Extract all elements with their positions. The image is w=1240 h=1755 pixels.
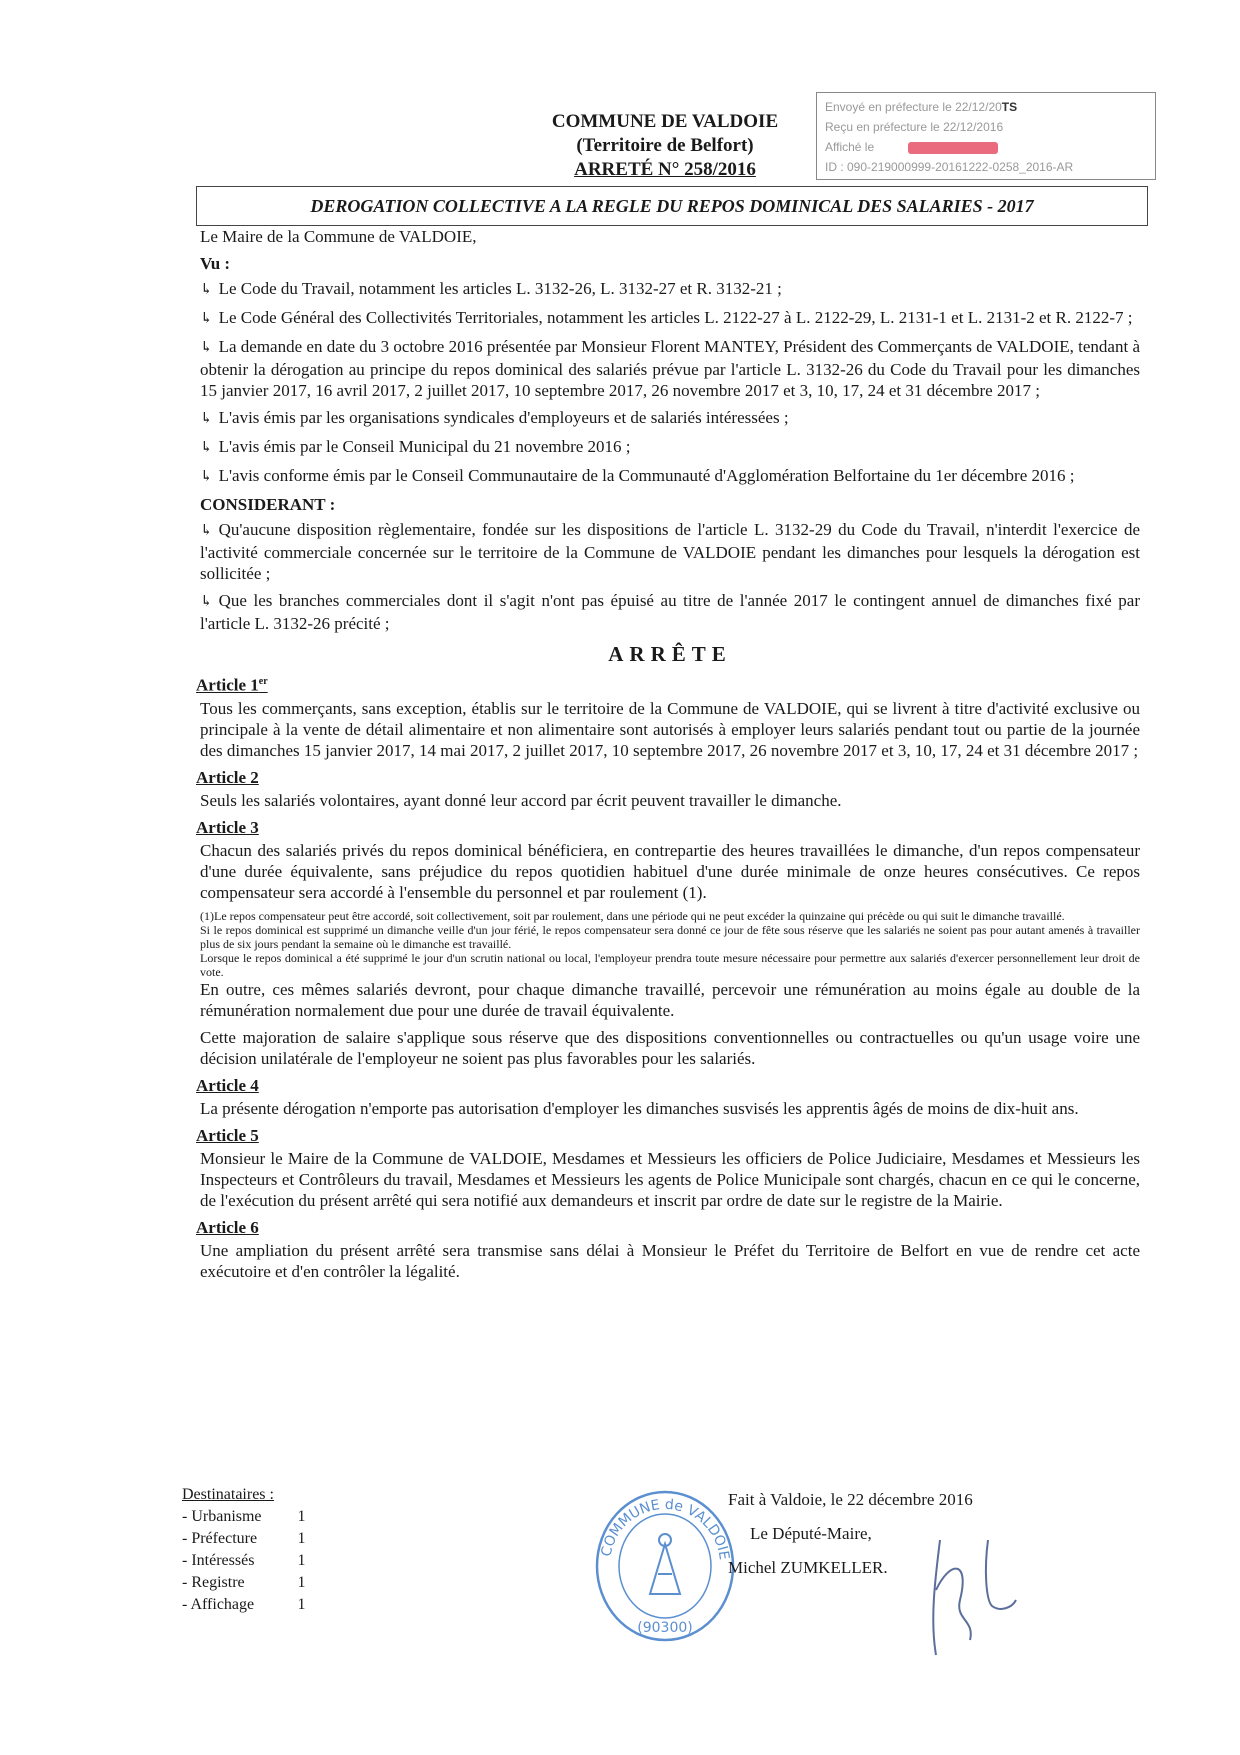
list-item: - Urbanisme 1 — [182, 1508, 306, 1525]
document-body — [196, 226, 1140, 1288]
article-3-note: Lorsque le repos dominical a été supprimé le jour d'un scrutin national ou local, l'employeur prendra toute mesure nécessaire pour permettre aux salariés d'exercer personnellement leur droit de vote. — [200, 950, 1140, 979]
article-3-note: (1)Le repos compensateur peut être accordé, soit collectivement, soit par roulement, dans une période qui ne peut excéder la quinzaine qui précède ou qui suit le dimanche travaillé. — [200, 908, 1065, 923]
considerant-item: ↳ Que les branches commerciales dont il s'agit n'ont pas épuisé au titre de l'année 2017 le contingent annuel de dimanches fixé par l'article L. 3132-26 précité ; — [200, 590, 1140, 634]
document-title: DEROGATION COLLECTIVE A LA REGLE DU REPOS DOMINICAL DES SALARIES - 2017 — [196, 186, 1148, 226]
seal-text: COMMUNE de VALDOIE — [598, 1496, 732, 1561]
list-item: - Intéressés 1 — [182, 1552, 306, 1569]
article-4-text: La présente dérogation n'emporte pas autorisation d'employer les dimanches susvisés les apprentis âgés de moins de dix-huit ans. — [200, 1098, 1079, 1118]
stamp-envoye-suffix: TS — [1001, 100, 1018, 114]
article-3-text-3: Cette majoration de salaire s'applique sous réserve que des dispositions conventionnelles ou contractuelles ou qu'un usage voire une décision unilatérale de l'employeur ne soient pas plus favorables pour les salariés. — [200, 1027, 1140, 1068]
article-6-title: Article 6 — [196, 1217, 259, 1237]
stamp-envoye: Envoyé en préfecture le 22/12/20 — [825, 100, 1002, 114]
vu-item: ↳ L'avis émis par le Conseil Municipal du 21 novembre 2016 ; — [200, 436, 1140, 459]
seal-postal: (90300) — [637, 1620, 693, 1636]
list-item: - Affichage 1 — [182, 1596, 306, 1613]
signature-name: Michel ZUMKELLER. — [728, 1558, 888, 1577]
intro: Le Maire de la Commune de VALDOIE, — [200, 227, 477, 246]
prefecture-stamp — [816, 92, 1156, 180]
article-1-label: Article 1 — [196, 675, 259, 695]
stamp-recu: Reçu en préfecture le 22/12/2016 — [825, 120, 1004, 134]
article-6-text: Une ampliation du présent arrêté sera transmise sans délai à Monsieur le Préfet du Territoire de Belfort en vue de rendre cet acte exécutoire et d'en contrôler la légalité. — [200, 1240, 1140, 1281]
territoire: (Territoire de Belfort) — [576, 135, 754, 156]
destinataires-list — [182, 1506, 306, 1616]
article-3-text-2: En outre, ces mêmes salariés devront, pour chaque dimanche travaillé, percevoir une rémunération au moins égale au double de la rémunération normalement due pour une durée de travail équivalente. — [200, 979, 1140, 1020]
list-item: - Registre 1 — [182, 1574, 306, 1591]
vu-item: ↳ La demande en date du 3 octobre 2016 présentée par Monsieur Florent MANTEY, Président des Commerçants de VALDOIE, tendant à obtenir la dérogation au principe du repos dominical des salariés prévue par l'article L. 3132-26 du Code du Travail pour les dimanches 15 janvier 2017, 16 avril 2017, 2 juillet 2017, 10 septembre 2017, 26 novembre 2017 et 3, 10, 17, 24 et 31 décembre 2017 ; — [200, 336, 1140, 401]
article-1-sup: er — [258, 676, 268, 687]
article-2-text: Seuls les salariés volontaires, ayant donné leur accord par écrit peuvent travailler le dimanche. — [200, 790, 842, 810]
document-header — [520, 110, 810, 182]
fait-a: Fait à Valdoie, le 22 décembre 2016 — [728, 1490, 973, 1509]
article-5-text: Monsieur le Maire de la Commune de VALDOIE, Mesdames et Messieurs les officiers de Police Judiciaire, Mesdames et Messieurs les Inspecteurs et Contrôleurs du travail, Mesdames et Messieurs les agents de Police Municipale sont chargés, chacun en ce qui le concerne, de l'exécution du présent arrêté qui sera notifié aux demandeurs et inscrit par ordre de date sur le registre de la Mairie. — [200, 1148, 1140, 1210]
considerant-label: CONSIDERANT : — [200, 495, 336, 514]
stamp-id: ID : 090-219000999-20161222-0258_2016-AR — [825, 160, 1074, 174]
arrete-heading: ARRÊTE — [608, 642, 732, 666]
considerant-item: ↳ Qu'aucune disposition règlementaire, fondée sur les dispositions de l'article L. 3132-29 du Code du Travail, n'interdit l'exercice de l'activité commerciale concernée sur le territoire de la Commune de VALDOIE pendant les dimanches pour lesquels la dérogation est sollicitée ; — [200, 519, 1140, 584]
arrete-number: ARRETÉ N° 258/2016 — [574, 159, 756, 180]
article-2-title: Article 2 — [196, 767, 259, 787]
article-1-title — [196, 671, 1140, 696]
article-3-title: Article 3 — [196, 817, 259, 837]
commune-name: COMMUNE DE VALDOIE — [551, 111, 779, 132]
article-3-text: Chacun des salariés privés du repos dominical bénéficiera, en contrepartie des heures travaillées le dimanche, d'un repos compensateur d'une durée équivalente, sans préjudice du repos quotidien habituel d'une durée minimale de onze heures consécutives. Ce repos compensateur sera accordé à l'ensemble du personnel et par roulement (1). — [200, 840, 1140, 902]
stamp-affiche: Affiché le — [825, 140, 875, 154]
vu-item: ↳ Le Code Général des Collectivités Territoriales, notamment les articles L. 2122-27 à L. 2122-29, L. 2131-1 et L. 2131-2 et R. 2122-7 ; — [200, 307, 1140, 330]
article-4-title: Article 4 — [196, 1075, 259, 1095]
destinataires — [182, 1484, 306, 1616]
destinataires-label: Destinataires : — [182, 1486, 274, 1503]
handwritten-signature-icon — [900, 1520, 1020, 1660]
vu-item: ↳ L'avis émis par les organisations syndicales d'employeurs et de salariés intéressées ; — [200, 407, 1140, 430]
article-5-title: Article 5 — [196, 1125, 259, 1145]
article-1-text: Tous les commerçants, sans exception, établis sur le territoire de la Commune de VALDOIE, qui se livrent à titre d'activité exclusive ou principale à la vente de détail alimentaire et non alimentaire sont autorisés à employer leurs salariés pendant tout ou partie de la journée des dimanches 15 janvier 2017, 14 mai 2017, 2 juillet 2017, 10 septembre 2017, 26 novembre 2017 et 3, 10, 17, 24 et 31 décembre 2017 ; — [200, 698, 1140, 760]
article-3-note: Si le repos dominical est supprimé un dimanche veille d'un jour férié, le repos compensateur sera donné ce jour de fête sous réserve que les salariés ne soient pas pour autant amenés à travailler plus de six jours pendant la semaine où le dimanche est travaillé. — [200, 922, 1140, 951]
vu-item: ↳ Le Code du Travail, notamment les articles L. 3132-26, L. 3132-27 et R. 3132-21 ; — [200, 278, 1140, 301]
list-item: - Préfecture 1 — [182, 1530, 306, 1547]
redacted-date — [908, 142, 998, 154]
vu-label: Vu : — [200, 254, 231, 273]
signature-role: Le Député-Maire, — [750, 1524, 872, 1543]
svg-text:COMMUNE de VALDOIE — [598, 1497, 731, 1561]
vu-item: ↳ L'avis conforme émis par le Conseil Communautaire de la Communauté d'Agglomération Belfortaine du 1er décembre 2016 ; — [200, 465, 1140, 488]
commune-seal-icon — [590, 1484, 740, 1644]
